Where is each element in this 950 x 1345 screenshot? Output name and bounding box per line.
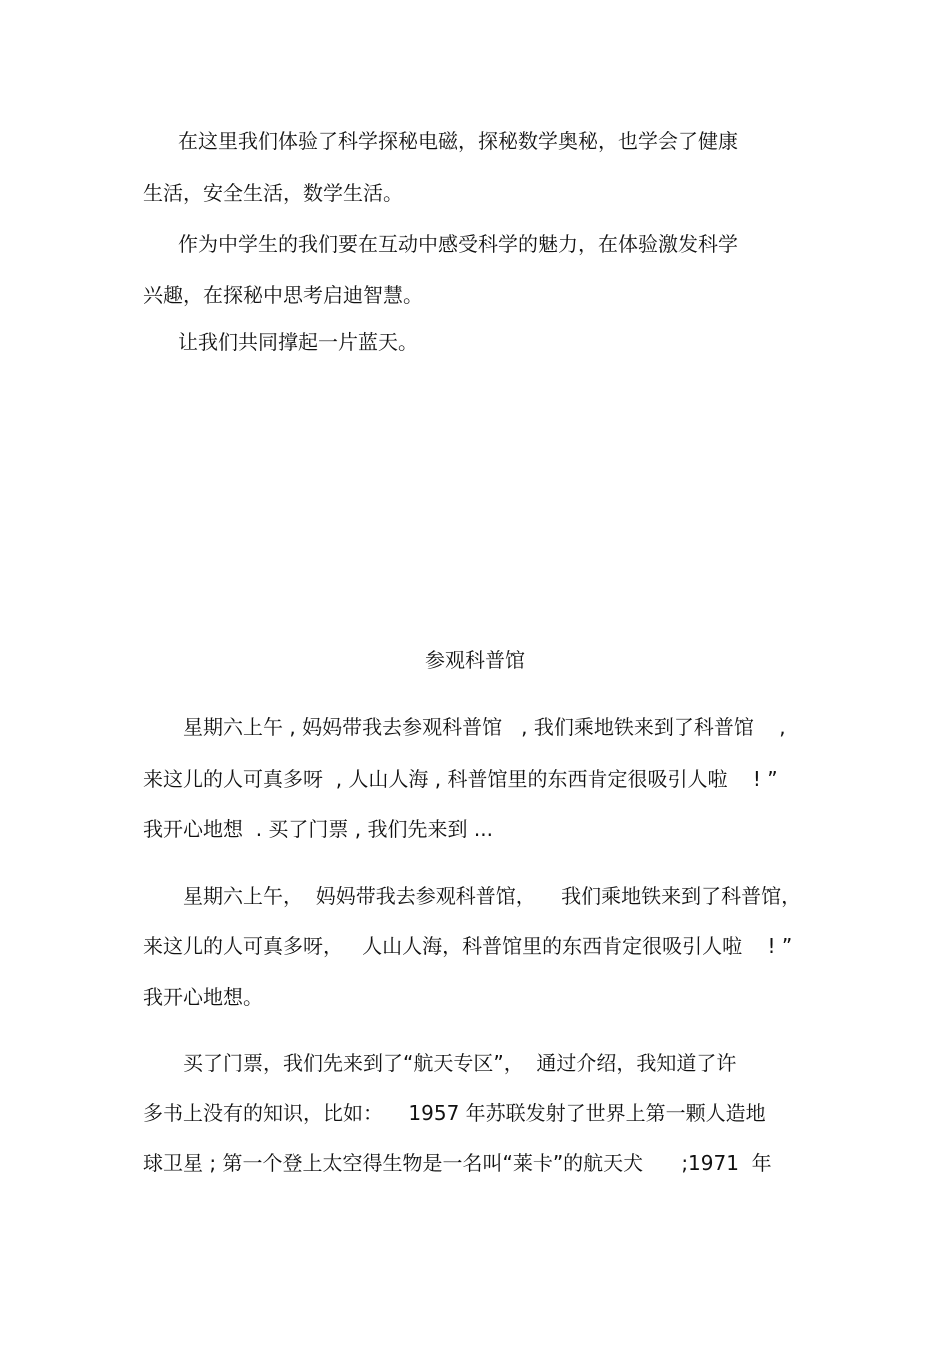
paragraph-line: 生活，安全生活，数学生活。 <box>143 181 403 205</box>
paragraph-line: 买了门票，我们先来到了“航天专区”， 通过介绍，我知道了许 <box>183 1051 737 1075</box>
paragraph-line: 来这儿的人可真多呀， 人山人海，科普馆里的东西肯定很吸引人啦 ! ” <box>143 934 793 958</box>
paragraph-line: 在这里我们体验了科学探秘电磁，探秘数学奥秘，也学会了健康 <box>178 129 738 153</box>
paragraph-line: 多书上没有的知识，比如： 1957 年苏联发射了世界上第一颗人造地 <box>143 1101 766 1125</box>
article-title: 参观科普馆 <box>425 648 525 672</box>
paragraph-line: 作为中学生的我们要在互动中感受科学的魅力，在体验激发科学 <box>178 232 738 256</box>
paragraph-line: 来这儿的人可真多呀 , 人山人海 , 科普馆里的东西肯定很吸引人啦 ! ” <box>143 767 778 791</box>
paragraph-line: 让我们共同撑起一片蓝天。 <box>178 330 418 354</box>
paragraph-line: 球卫星 ; 第一个登上太空得生物是一名叫“莱卡”的航天犬 ;1971 年 <box>143 1151 772 1175</box>
paragraph-line: 兴趣，在探秘中思考启迪智慧。 <box>143 283 423 307</box>
paragraph-line: 我开心地想 . 买了门票 , 我们先来到 ... <box>143 817 493 841</box>
paragraph-line: 我开心地想。 <box>143 985 263 1009</box>
paragraph-line: 星期六上午， 妈妈带我去参观科普馆， 我们乘地铁来到了科普馆， <box>183 884 802 908</box>
paragraph-line: 星期六上午 , 妈妈带我去参观科普馆 , 我们乘地铁来到了科普馆 , <box>183 715 786 739</box>
